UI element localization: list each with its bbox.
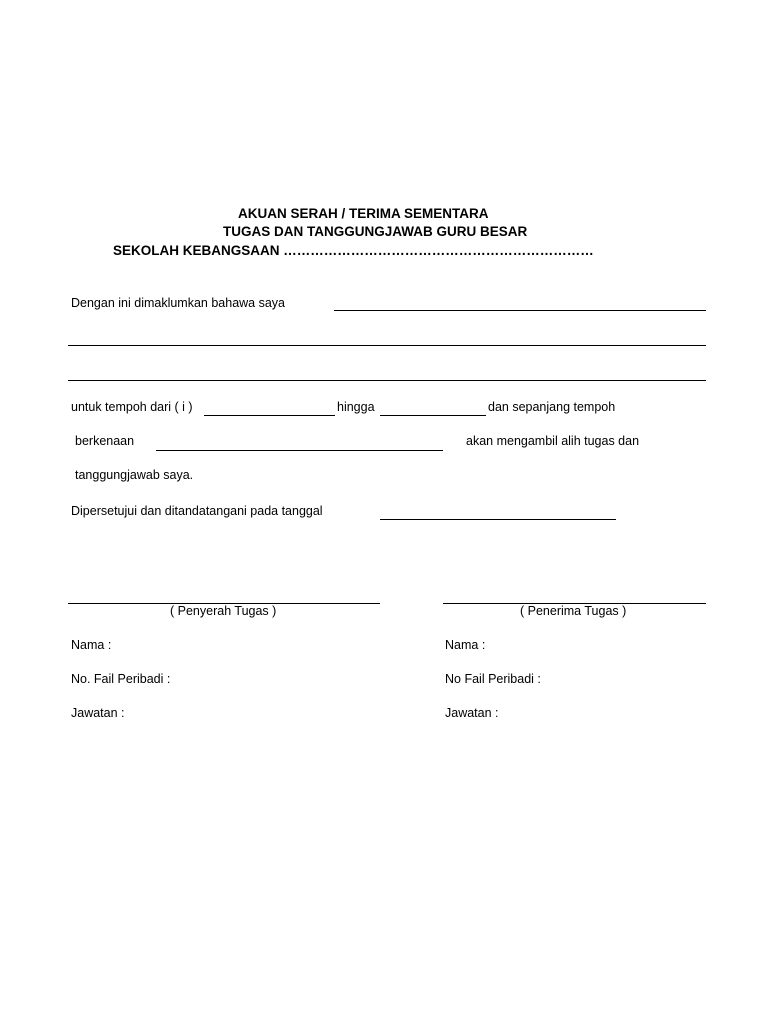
- giver-name-label: Nama :: [71, 638, 112, 652]
- giver-file-label: No. Fail Peribadi :: [71, 672, 171, 686]
- until-label: hingga: [337, 400, 375, 414]
- take-over-label: akan mengambil alih tugas dan: [466, 434, 640, 448]
- receiver-position-label: Jawatan :: [445, 706, 499, 720]
- agreement-date-field[interactable]: [380, 519, 616, 520]
- concerned-label: berkenaan: [75, 434, 135, 448]
- responsibility-label: tanggungjawab saya.: [75, 468, 194, 482]
- receiver-name-label: Nama :: [445, 638, 486, 652]
- form-title-school-line: SEKOLAH KEBANGSAAN ……………………………………………………………: [113, 243, 594, 258]
- form-title-line2: TUGAS DAN TANGGUNGJAWAB GURU BESAR: [223, 224, 528, 239]
- giver-role-label: ( Penyerah Tugas ): [170, 604, 277, 618]
- giver-position-label: Jawatan :: [71, 706, 125, 720]
- agreed-label: Dipersetujui dan ditandatangani pada tanggal: [71, 504, 323, 518]
- period-from-field[interactable]: [204, 415, 335, 416]
- declaration-line-2[interactable]: [68, 345, 706, 346]
- declarant-name-field[interactable]: [334, 310, 706, 311]
- declaration-line-3[interactable]: [68, 380, 706, 381]
- declaration-label: Dengan ini dimaklumkan bahawa saya: [71, 296, 286, 310]
- form-title-line1: AKUAN SERAH / TERIMA SEMENTARA: [238, 206, 489, 221]
- receiver-file-label: No Fail Peribadi :: [445, 672, 541, 686]
- concerned-party-field[interactable]: [156, 450, 443, 451]
- period-until-field[interactable]: [380, 415, 486, 416]
- throughout-label: dan sepanjang tempoh: [488, 400, 616, 414]
- receiver-role-label: ( Penerima Tugas ): [520, 604, 627, 618]
- period-from-label: untuk tempoh dari ( i ): [71, 400, 193, 414]
